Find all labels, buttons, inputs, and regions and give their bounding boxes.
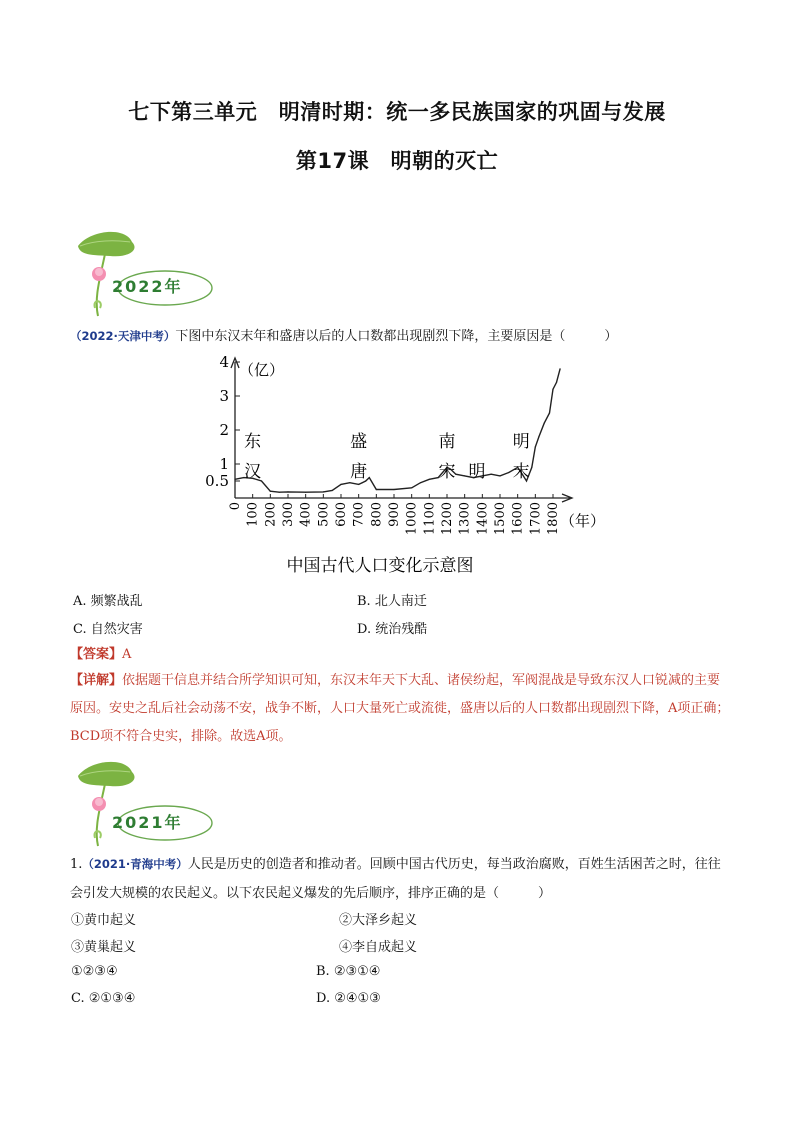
option-c[interactable]: C. 自然灾害 [73,622,143,637]
item-3: ③黄巢起义 [71,940,137,955]
question-2021 [70,850,724,908]
x-tick-label: 300 [281,502,296,527]
data-point [305,492,306,493]
option-b[interactable]: B. ②③①④ [316,964,381,979]
x-tick-label: 1100 [422,502,438,536]
era-annotation: 汉 [244,462,262,482]
x-tick-label: 1200 [440,502,455,536]
data-point [464,475,465,476]
x-tick-label: 0 [228,502,243,511]
item-2: ②大泽乡起义 [339,913,418,928]
x-tick-label: 700 [351,502,367,527]
era-annotation: 盛 [350,432,368,452]
data-point [287,491,288,492]
question-stem: 下图中东汉末年和盛唐以后的人口数都出现剧烈下降，主要原因是（ ） [175,329,618,344]
y-tick-label: 1 [219,455,229,473]
data-point [491,474,492,475]
era-annotation: 南 [438,432,456,452]
x-tick-label: 500 [316,502,332,527]
option-a[interactable]: ①②③④ [71,964,118,979]
x-axis-label: （年） [560,512,606,530]
data-point [279,492,280,493]
era-annotation: 末 [512,462,530,482]
chart-title: 中国古代人口变化示意图 [286,556,474,576]
answer-line [70,641,730,669]
y-tick-label: 2 [219,421,229,439]
data-point [538,436,539,437]
data-point [544,423,545,424]
option-c[interactable]: C. ②①③④ [71,991,136,1006]
question-source: （2021·青海中考） [82,857,188,871]
data-point [234,479,235,480]
data-point [323,491,324,492]
era-annotation: 东 [244,432,262,452]
data-point [549,412,550,413]
option-a[interactable]: A. 频繁战乱 [73,594,143,609]
y-axis-label: （亿） [239,361,285,379]
x-tick-label: 800 [369,502,385,527]
lesson-title: 第17课 明朝的灭亡 [295,149,499,173]
data-point [340,484,341,485]
x-tick-label: 1300 [457,502,473,536]
x-tick-label: 1400 [475,502,491,536]
question-stem: 人民是历史的创造者和推动者。回顾中国古代历史，每当政治腐败，百姓生活困苦之时，往往会引发大规模的农民起义。以下农民起义爆发的先后顺序，排序正确的是（ ） [70,857,721,901]
y-tick-label: 3 [219,387,229,405]
data-point [358,484,359,485]
year-label: 2022年 [112,277,183,296]
population-line [235,369,560,492]
data-point [531,467,532,468]
y-tick-label: 0.5 [205,472,229,490]
x-tick-label: 900 [387,502,402,527]
data-point [411,487,412,488]
era-annotation: 明 [468,462,486,482]
x-tick-label: 1000 [404,502,420,536]
year-label: 2021年 [112,813,183,832]
data-point [499,475,500,476]
x-tick-label: 1600 [510,502,526,536]
data-point [508,472,509,473]
data-point [349,482,350,483]
x-tick-label: 200 [263,502,279,527]
x-tick-label: 100 [245,502,261,527]
data-point [420,482,421,483]
item-1: ①黄巾起义 [71,913,137,928]
x-tick-label: 1700 [528,502,544,536]
detail-tag: 【详解】 [70,673,123,688]
data-point [552,389,553,390]
option-d[interactable]: D. 统治残酷 [357,622,428,637]
data-point [429,479,430,480]
answer-tag: 【答案】 [70,647,123,662]
data-point [362,482,363,483]
question-number: 1. [70,857,83,872]
question-source: （2022·天津中考） [70,329,176,343]
x-tick-label: 600 [334,502,349,527]
data-point [270,491,271,492]
data-point [559,368,560,369]
y-tick-label: 4 [219,353,229,371]
data-point [376,489,377,490]
page-title: 七下第三单元 明清时期：统一多民族国家的巩固与发展 [128,100,666,124]
item-4: ④李自成起义 [339,940,418,955]
era-annotation: 宋 [438,462,456,482]
data-point [332,490,333,491]
x-tick-label: 1800 [546,502,561,536]
data-point [556,382,557,383]
era-annotation: 明 [512,432,530,452]
question-2022 [70,322,724,351]
era-annotation: 唐 [350,462,368,482]
option-b[interactable]: B. 北人南迁 [357,594,427,609]
data-point [369,477,370,478]
option-d[interactable]: D. ②④①③ [316,991,381,1006]
x-tick-label: 400 [298,502,314,527]
x-tick-label: 1500 [493,502,508,536]
answer-detail [70,667,730,751]
data-point [535,446,536,447]
detail-text: 依据题干信息并结合所学知识可知，东汉末年天下大乱、诸侯纷起，军阀混战是导致东汉人口锐减的主要原因。安史之乱后社会动荡不安，战争不断，人口大量死亡或流徙，盛唐以后的人口数都出现剧烈下降，A项正确；BCD项不符合史实，排除。故选A项。 [70,673,730,744]
answer-value: A [122,647,132,662]
population-chart [190,350,610,585]
data-point [393,489,394,490]
